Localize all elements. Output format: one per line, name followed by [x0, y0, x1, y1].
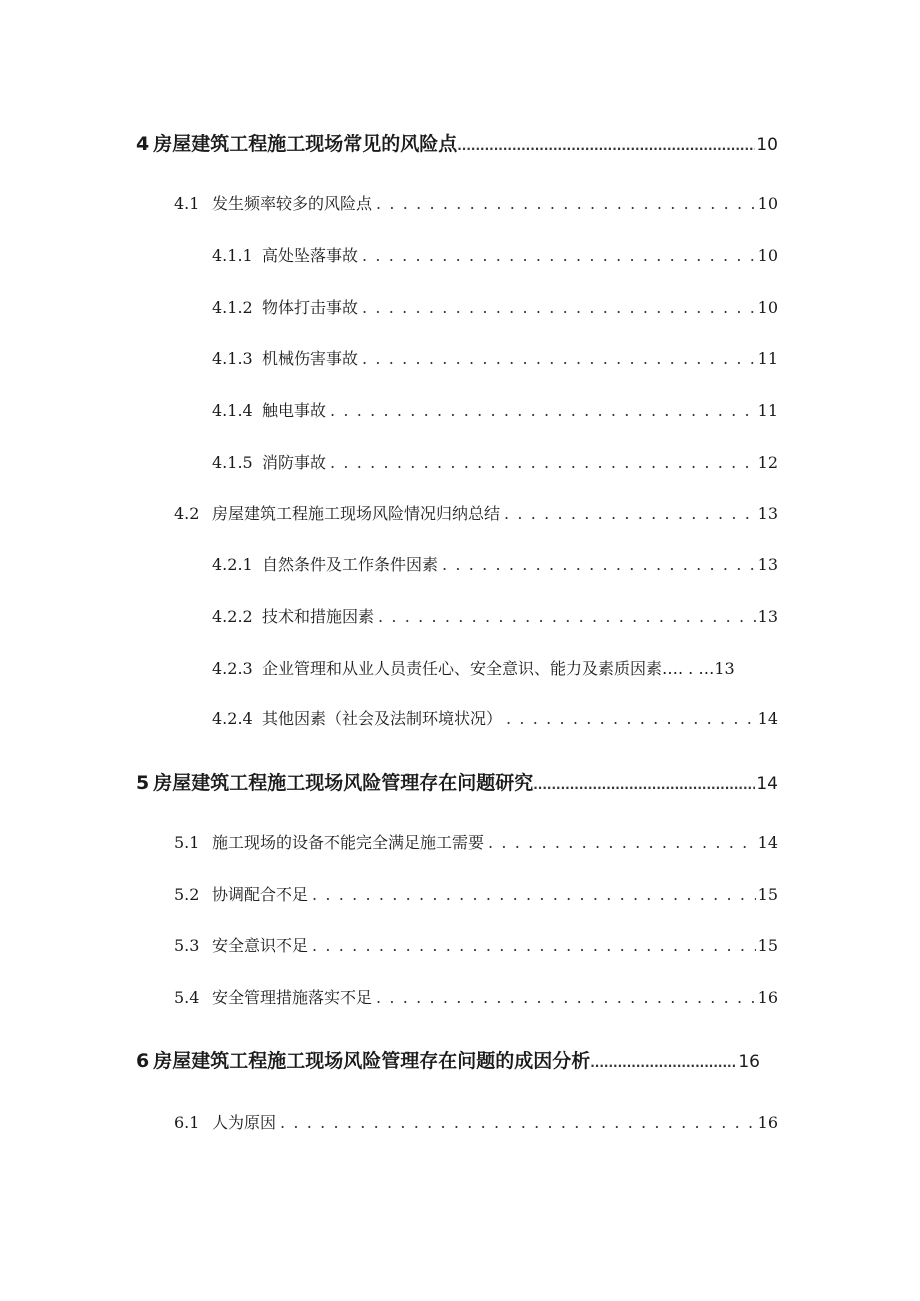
toc-entry-page: 11	[757, 401, 778, 420]
dot-leader	[330, 453, 756, 472]
dot-leader	[506, 709, 756, 728]
toc-entry-number: 4.2.2	[212, 607, 253, 626]
toc-entry-5-2[interactable]	[174, 882, 778, 905]
toc-entry-page: 10	[756, 135, 778, 155]
toc-entry-page: 13	[757, 607, 778, 626]
toc-entry-4[interactable]	[136, 129, 778, 156]
toc-entry-number: 6	[136, 1050, 150, 1072]
toc-entry-number: 4.2.3	[212, 659, 253, 678]
toc-entry-page: 14	[756, 774, 778, 794]
toc-entry-page: 14	[757, 833, 778, 852]
dot-leader	[280, 1113, 756, 1132]
toc-entry-page: 10	[757, 246, 778, 265]
dot-leader	[312, 885, 756, 904]
toc-entry-4-1-1[interactable]	[212, 243, 778, 266]
toc-entry-title: 人为原因	[212, 1113, 277, 1132]
toc-entry-title: 协调配合不足	[212, 885, 309, 904]
toc-entry-title: 机械伤害事故	[262, 349, 359, 368]
toc-entry-4-2-4[interactable]	[212, 706, 778, 729]
dot-leader	[362, 298, 756, 317]
dot-leader	[330, 401, 756, 420]
dot-leader	[457, 133, 755, 155]
toc-entry-5-3[interactable]	[174, 933, 778, 956]
toc-entry-title: 房屋建筑工程施工现场风险情况归纳总结	[212, 504, 501, 523]
toc-entry-number: 4.1.5	[212, 453, 253, 472]
toc-entry-title: 房屋建筑工程施工现场常见的风险点	[153, 133, 458, 155]
toc-entry-number: 5	[136, 772, 150, 794]
toc-entry-5-1[interactable]	[174, 830, 778, 853]
toc-entry-number: 4.1.2	[212, 298, 253, 317]
toc-entry-title: 物体打击事故	[262, 298, 359, 317]
toc-entry-page: 13	[757, 504, 778, 523]
toc-entry-4-2-3[interactable]	[212, 656, 778, 679]
toc-entry-5[interactable]	[136, 768, 778, 795]
dot-leader	[312, 936, 756, 955]
toc-entry-title: 安全管理措施落实不足	[212, 988, 373, 1007]
toc-entry-title: 高处坠落事故	[262, 246, 359, 265]
toc-entry-4-1-3[interactable]	[212, 346, 778, 369]
toc-entry-page: 16	[757, 988, 778, 1007]
dot-leader	[378, 607, 756, 626]
dot-leader	[504, 504, 756, 523]
toc-entry-title: 安全意识不足	[212, 936, 309, 955]
toc-entry-number: 5.1	[174, 833, 200, 852]
toc-entry-title: 消防事故	[262, 453, 327, 472]
toc-entry-4-2-2[interactable]	[212, 604, 778, 627]
toc-entry-page: 10	[757, 194, 778, 213]
toc-entry-page: 12	[757, 453, 778, 472]
dot-leader	[442, 555, 756, 574]
toc-entry-page: 11	[757, 349, 778, 368]
toc-entry-title: 房屋建筑工程施工现场风险管理存在问题的成因分析	[153, 1050, 591, 1072]
toc-entry-title: 触电事故	[262, 401, 327, 420]
toc-entry-6[interactable]	[136, 1046, 760, 1073]
toc-entry-4-1-4[interactable]	[212, 398, 778, 421]
toc-entry-page: 14	[757, 709, 778, 728]
toc-entry-title: 施工现场的设备不能完全满足施工需要	[212, 833, 485, 852]
toc-entry-page: 16	[738, 1052, 760, 1072]
toc-entry-number: 4.2.4	[212, 709, 253, 728]
toc-entry-page: 16	[757, 1113, 778, 1132]
toc-entry-title: 企业管理和从业人员责任心、安全意识、能力及素质因素…. . …13	[262, 659, 735, 678]
toc-entry-title: 自然条件及工作条件因素	[262, 555, 439, 574]
toc-entry-number: 5.4	[174, 988, 200, 1007]
toc-entry-page: 15	[757, 936, 778, 955]
dot-leader	[362, 349, 756, 368]
toc-entry-number: 4.1.3	[212, 349, 253, 368]
toc-entry-4-1-2[interactable]	[212, 295, 778, 318]
toc-entry-number: 4.1.4	[212, 401, 253, 420]
toc-entry-4-2[interactable]	[174, 501, 778, 524]
toc-entry-6-1[interactable]	[174, 1110, 778, 1133]
toc-entry-number: 4	[136, 133, 150, 155]
toc-entry-number: 5.2	[174, 885, 200, 904]
toc-entry-page: 15	[757, 885, 778, 904]
toc-entry-page: 10	[757, 298, 778, 317]
toc-entry-4-2-1[interactable]	[212, 552, 778, 575]
toc-entry-4-1[interactable]	[174, 191, 778, 214]
toc-entry-number: 6.1	[174, 1113, 200, 1132]
dot-leader	[488, 833, 756, 852]
toc-entry-page: 13	[757, 555, 778, 574]
toc-entry-number: 4.2.1	[212, 555, 253, 574]
toc-entry-5-4[interactable]	[174, 985, 778, 1008]
toc-entry-number: 4.2	[174, 504, 200, 523]
dot-leader	[376, 194, 756, 213]
toc-entry-title: 房屋建筑工程施工现场风险管理存在问题研究	[153, 772, 534, 794]
toc-entry-title: 其他因素（社会及法制环境状况）	[262, 709, 503, 728]
dot-leader	[590, 1050, 737, 1072]
toc-entry-number: 5.3	[174, 936, 200, 955]
toc-entry-number: 4.1.1	[212, 246, 253, 265]
dot-leader	[362, 246, 756, 265]
toc-entry-title: 发生频率较多的风险点	[212, 194, 373, 213]
toc-entry-4-1-5[interactable]	[212, 450, 778, 473]
toc-entry-title: 技术和措施因素	[262, 607, 375, 626]
dot-leader	[533, 772, 755, 794]
dot-leader	[376, 988, 756, 1007]
toc-entry-number: 4.1	[174, 194, 200, 213]
